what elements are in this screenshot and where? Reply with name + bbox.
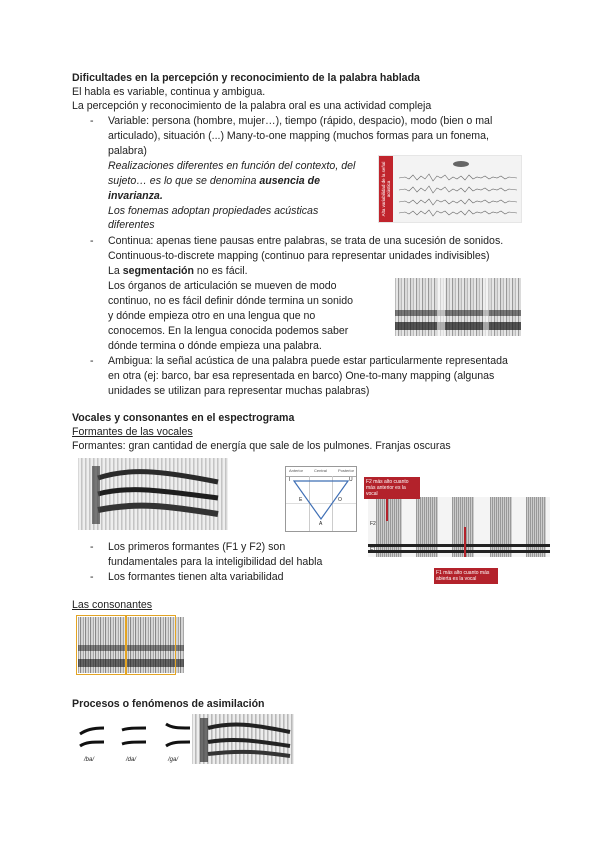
header-anterior: Anterior bbox=[289, 468, 304, 473]
formantes-definition: Formantes: gran cantidad de energía que sale de los pulmones. Franjas oscuras bbox=[72, 440, 451, 452]
variable-italic-1: Realizaciones diferentes en función del contexto, del bbox=[108, 160, 356, 172]
syllable-label-ba: /ba/ bbox=[84, 757, 95, 763]
formant-bullet-1a: Los primeros formantes (F1 y F2) son bbox=[108, 541, 286, 553]
segmentacion-term: segmentación bbox=[122, 265, 194, 277]
variable-line-1: Variable: persona (hombre, mujer…), tiempo (rápido, despacio), modo (bien o mal bbox=[108, 115, 493, 127]
invarianza-term: invarianza. bbox=[108, 190, 163, 202]
ausencia-term: ausencia de bbox=[259, 175, 321, 187]
ambigua-line-1: Ambigua: la señal acústica de una palabra puede estar particularmente representada bbox=[108, 355, 508, 367]
f1-annotation: F1 más alto cuanto más abierta es la vocal bbox=[434, 568, 498, 584]
f1-f2-spectrogram bbox=[368, 497, 550, 557]
speaker-icon bbox=[453, 161, 469, 167]
formant-transition-diagrams bbox=[78, 720, 200, 760]
section-title-percepcion: Dificultades en la percepción y reconocimiento de la palabra hablada bbox=[72, 72, 420, 84]
section-title-vocales: Vocales y consonantes en el espectrograma bbox=[72, 412, 295, 424]
header-posterior: Posterior bbox=[338, 468, 355, 473]
vowel-e: E bbox=[299, 497, 303, 503]
bullet-dash: - bbox=[90, 541, 94, 553]
variable-italic-2-text: sujeto… es lo que se denomina bbox=[108, 175, 260, 187]
bullet-dash: - bbox=[90, 115, 94, 127]
subtitle-formantes: Formantes de las vocales bbox=[72, 426, 193, 438]
variability-label-text: Alta variabilidad de la señal acústica bbox=[381, 161, 391, 217]
continua-line-3 bbox=[108, 265, 248, 278]
continua-line-3-pre: La bbox=[108, 265, 123, 277]
f2-annotation: F2 más alto cuanto más anterior es la vocal bbox=[364, 477, 420, 499]
continua-para-4: conocemos. En la lengua conocida podemos saber bbox=[108, 325, 349, 337]
intro-line-1: El habla es variable, continua y ambigua. bbox=[72, 86, 266, 98]
continua-para-3: y dónde empieza otro en una lengua que no bbox=[108, 310, 316, 322]
syllable-label-ga: /ga/ bbox=[168, 757, 179, 763]
variability-label bbox=[379, 156, 393, 222]
vowel-triangle-chart bbox=[285, 466, 357, 532]
vowel-formant-spectrogram bbox=[78, 458, 228, 530]
f1-label: F1 bbox=[370, 547, 376, 553]
intro-line-2: La percepción y reconocimiento de la palabra oral es una actividad compleja bbox=[72, 100, 432, 112]
continua-line-3-post: no es fácil. bbox=[193, 265, 248, 277]
vowel-u: U bbox=[349, 477, 353, 483]
subtitle-consonantes: Las consonantes bbox=[72, 599, 153, 611]
section-title-asimilacion: Procesos o fenómenos de asimilación bbox=[72, 698, 265, 710]
ambigua-line-2: en otra (ej: barco, bar esa representada en barco) One-to-many mapping (algunas bbox=[108, 370, 495, 382]
assimilation-formants bbox=[192, 714, 294, 764]
variable-italic-4: Los fonemas adoptan propiedades acústicas bbox=[108, 205, 319, 217]
variable-line-3: palabra) bbox=[108, 145, 147, 157]
formant-bullet-1b: fundamentales para la inteligibilidad del habla bbox=[108, 556, 323, 568]
bullet-dash: - bbox=[90, 355, 94, 367]
continua-line-1: Continua: apenas tiene pausas entre palabras, se trata de una sucesión de sonidos. bbox=[108, 235, 504, 247]
header-central: Central bbox=[314, 468, 327, 473]
variable-italic-2 bbox=[108, 175, 320, 188]
syllable-label-da: /da/ bbox=[126, 757, 137, 763]
vowel-i: I bbox=[289, 477, 291, 483]
continua-para-5: dónde termina o dónde empieza una palabra. bbox=[108, 340, 322, 352]
waveform-traces bbox=[399, 170, 517, 220]
consonant-highlight-1 bbox=[76, 615, 126, 675]
consonant-highlight-2 bbox=[126, 615, 176, 675]
continuous-speech-spectrogram bbox=[395, 278, 521, 336]
continua-para-2: continuo, no es fácil definir dónde termina un sonido bbox=[108, 295, 353, 307]
variable-italic-5: diferentes bbox=[108, 219, 155, 231]
bullet-dash: - bbox=[90, 571, 94, 583]
variability-figure bbox=[378, 155, 522, 223]
formant-bullet-2: Los formantes tienen alta variabilidad bbox=[108, 571, 284, 583]
assimilation-spectrogram bbox=[192, 714, 294, 764]
continua-line-2: Continuous-to-discrete mapping (continuo para representar unidades indivisibles) bbox=[108, 250, 490, 262]
f2-label: F2 bbox=[370, 521, 376, 527]
formant-curves bbox=[78, 458, 228, 530]
continua-para-1: Los órganos de articulación se mueven de modo bbox=[108, 280, 337, 292]
vowel-a: A bbox=[319, 521, 323, 527]
ambigua-line-3: unidades se utilizan para representar muchas palabras) bbox=[108, 385, 370, 397]
vowel-o: O bbox=[338, 497, 342, 503]
variable-line-2: articulado), situación (...) Many-to-one mapping (muchos formas para un fonema, bbox=[108, 130, 489, 142]
bullet-dash: - bbox=[90, 235, 94, 247]
